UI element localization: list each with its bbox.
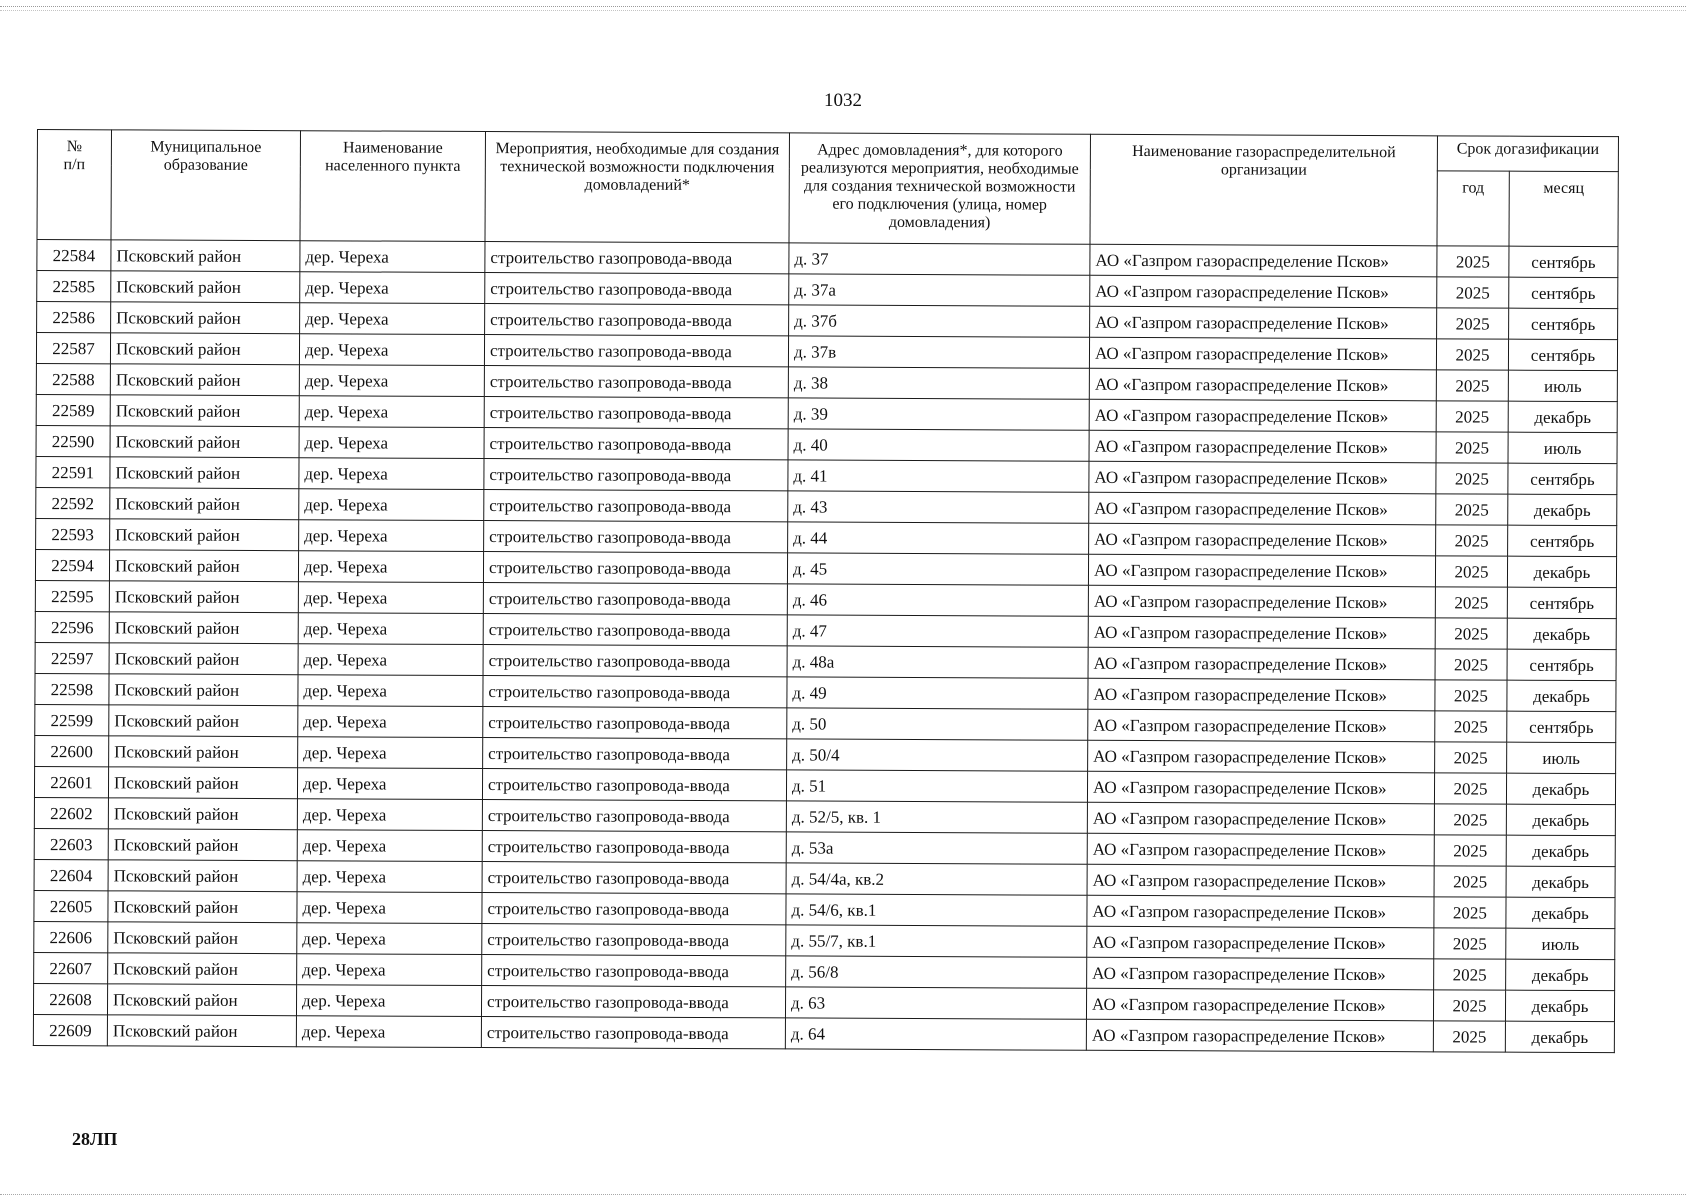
cell-settlement: дер. Череха (300, 303, 485, 335)
table-row (33, 1014, 1614, 1052)
cell-measure: строительство газопровода-ввода (482, 862, 786, 894)
cell-measure: строительство газопровода-ввода (483, 645, 787, 677)
cell-measure: строительство газопровода-ввода (485, 304, 789, 336)
cell-organization: АО «Газпром газораспределение Псков» (1088, 740, 1435, 773)
cell-municipality: Псковский район (110, 488, 299, 520)
cell-address: д. 40 (788, 429, 1089, 461)
cell-num: 22608 (33, 983, 107, 1014)
cell-municipality: Псковский район (110, 426, 299, 458)
cell-measure: строительство газопровода-ввода (483, 707, 787, 739)
cell-num: 22607 (34, 952, 108, 983)
table-body (33, 240, 1618, 1053)
cell-address: д. 44 (788, 522, 1089, 554)
cell-settlement: дер. Череха (297, 799, 482, 831)
cell-municipality: Псковский район (108, 767, 297, 799)
cell-year: 2025 (1435, 649, 1507, 680)
cell-measure: строительство газопровода-ввода (484, 459, 788, 491)
cell-month: сентябрь (1508, 525, 1617, 556)
cell-num: 22605 (34, 890, 108, 921)
cell-municipality: Псковский район (108, 860, 297, 892)
cell-municipality: Псковский район (110, 364, 299, 396)
cell-month: сентябрь (1507, 711, 1616, 742)
cell-year: 2025 (1434, 928, 1506, 959)
cell-address: д. 45 (787, 553, 1088, 585)
cell-year: 2025 (1435, 556, 1507, 587)
cell-year: 2025 (1435, 711, 1507, 742)
cell-organization: АО «Газпром газораспределение Псков» (1088, 647, 1435, 680)
cell-num: 22609 (33, 1014, 107, 1045)
cell-address: д. 48а (787, 646, 1088, 678)
cell-measure: строительство газопровода-ввода (484, 428, 788, 460)
header-month: месяц (1509, 171, 1618, 246)
cell-address: д. 54/4а, кв.2 (786, 863, 1087, 895)
cell-settlement: дер. Череха (297, 830, 482, 862)
cell-year: 2025 (1433, 990, 1505, 1021)
cell-year: 2025 (1435, 618, 1507, 649)
cell-municipality: Псковский район (110, 333, 299, 365)
cell-year: 2025 (1436, 339, 1508, 370)
cell-settlement: дер. Череха (298, 737, 483, 769)
cell-measure: строительство газопровода-ввода (485, 273, 789, 305)
cell-year: 2025 (1435, 587, 1507, 618)
cell-month: декабрь (1508, 494, 1617, 525)
cell-month: сентябрь (1507, 587, 1616, 618)
cell-num: 22586 (37, 302, 111, 333)
cell-settlement: дер. Череха (299, 458, 484, 490)
cell-settlement: дер. Череха (299, 489, 484, 521)
cell-address: д. 52/5, кв. 1 (786, 801, 1087, 833)
cell-address: д. 55/7, кв.1 (786, 925, 1087, 957)
cell-organization: АО «Газпром газораспределение Псков» (1090, 275, 1437, 308)
cell-address: д. 41 (788, 460, 1089, 492)
cell-settlement: дер. Череха (298, 582, 483, 614)
cell-month: июль (1506, 928, 1615, 959)
cell-settlement: дер. Череха (299, 365, 484, 397)
cell-municipality: Псковский район (108, 891, 297, 923)
cell-municipality: Псковский район (109, 705, 298, 737)
cell-num: 22587 (36, 333, 110, 364)
cell-organization: АО «Газпром газораспределение Псков» (1087, 926, 1434, 959)
cell-num: 22594 (35, 549, 109, 580)
cell-address: д. 46 (787, 584, 1088, 616)
cell-measure: строительство газопровода-ввода (483, 676, 787, 708)
cell-num: 22588 (36, 363, 110, 394)
cell-month: декабрь (1506, 866, 1615, 897)
cell-month: декабрь (1506, 773, 1615, 804)
cell-year: 2025 (1437, 246, 1509, 277)
cell-measure: строительство газопровода-ввода (482, 831, 786, 863)
cell-num: 22590 (36, 425, 110, 456)
scan-edge-bottom (0, 1194, 1686, 1195)
header-measures: Мероприятия, необходимые для создания технической возможности подключения домовладений* (485, 132, 789, 243)
cell-year: 2025 (1436, 401, 1508, 432)
cell-municipality: Псковский район (109, 581, 298, 613)
cell-month: июль (1507, 742, 1616, 773)
cell-month: сентябрь (1509, 277, 1618, 308)
cell-settlement: дер. Череха (296, 1016, 481, 1048)
cell-month: июль (1508, 370, 1617, 401)
cell-municipality: Псковский район (111, 240, 300, 272)
cell-settlement: дер. Череха (300, 272, 485, 304)
cell-num: 22603 (34, 828, 108, 859)
cell-settlement: дер. Череха (297, 923, 482, 955)
cell-year: 2025 (1436, 463, 1508, 494)
cell-municipality: Псковский район (111, 271, 300, 303)
cell-year: 2025 (1435, 742, 1507, 773)
cell-measure: строительство газопровода-ввода (484, 521, 788, 553)
cell-organization: АО «Газпром газораспределение Псков» (1088, 709, 1435, 742)
cell-year: 2025 (1436, 432, 1508, 463)
cell-year: 2025 (1433, 1021, 1505, 1052)
cell-municipality: Псковский район (107, 984, 296, 1016)
cell-address: д. 37б (789, 305, 1090, 337)
cell-organization: АО «Газпром газораспределение Псков» (1089, 399, 1436, 432)
cell-num: 22601 (34, 766, 108, 797)
header-num: № п/п (37, 130, 111, 240)
cell-organization: АО «Газпром газораспределение Псков» (1089, 368, 1436, 401)
cell-address: д. 37 (789, 243, 1090, 275)
cell-num: 22584 (37, 240, 111, 271)
cell-organization: АО «Газпром газораспределение Псков» (1086, 988, 1433, 1021)
cell-measure: строительство газопровода-ввода (485, 242, 789, 274)
cell-measure: строительство газопровода-ввода (482, 955, 786, 987)
cell-month: декабрь (1507, 556, 1616, 587)
cell-num: 22599 (35, 704, 109, 735)
cell-month: декабрь (1505, 1021, 1614, 1052)
cell-settlement: дер. Череха (300, 241, 485, 273)
header-term: Срок догазификации (1437, 136, 1618, 172)
cell-num: 22597 (35, 642, 109, 673)
scan-edge-top (0, 6, 1686, 11)
cell-num: 22592 (36, 487, 110, 518)
cell-year: 2025 (1434, 959, 1506, 990)
cell-num: 22598 (35, 673, 109, 704)
cell-month: сентябрь (1508, 339, 1617, 370)
cell-address: д. 64 (785, 1018, 1086, 1050)
cell-municipality: Псковский район (108, 829, 297, 861)
cell-organization: АО «Газпром газораспределение Псков» (1089, 492, 1436, 525)
cell-year: 2025 (1434, 897, 1506, 928)
cell-organization: АО «Газпром газораспределение Псков» (1087, 957, 1434, 990)
cell-settlement: дер. Череха (297, 768, 482, 800)
cell-year: 2025 (1434, 866, 1506, 897)
cell-organization: АО «Газпром газораспределение Псков» (1087, 864, 1434, 897)
header-year: год (1437, 171, 1509, 246)
cell-organization: АО «Газпром газораспределение Псков» (1087, 771, 1434, 804)
cell-organization: АО «Газпром газораспределение Псков» (1088, 554, 1435, 587)
cell-measure: строительство газопровода-ввода (484, 366, 788, 398)
cell-organization: АО «Газпром газораспределение Псков» (1087, 833, 1434, 866)
cell-settlement: дер. Череха (296, 985, 481, 1017)
cell-municipality: Псковский район (110, 457, 299, 489)
cell-organization: АО «Газпром газораспределение Псков» (1087, 802, 1434, 835)
cell-month: июль (1508, 432, 1617, 463)
cell-measure: строительство газопровода-ввода (484, 397, 788, 429)
cell-year: 2025 (1437, 308, 1509, 339)
cell-settlement: дер. Череха (299, 427, 484, 459)
cell-year: 2025 (1436, 525, 1508, 556)
cell-municipality: Псковский район (108, 953, 297, 985)
cell-municipality: Псковский район (110, 519, 299, 551)
cell-month: декабрь (1506, 959, 1615, 990)
cell-measure: строительство газопровода-ввода (482, 800, 786, 832)
cell-address: д. 63 (785, 987, 1086, 1019)
cell-municipality: Псковский район (109, 674, 298, 706)
cell-organization: АО «Газпром газораспределение Псков» (1089, 461, 1436, 494)
cell-address: д. 56/8 (786, 956, 1087, 988)
cell-measure: строительство газопровода-ввода (483, 552, 787, 584)
page-number: 1032 (824, 90, 862, 111)
cell-month: декабрь (1506, 804, 1615, 835)
cell-month: сентябрь (1509, 246, 1618, 277)
cell-measure: строительство газопровода-ввода (484, 490, 788, 522)
cell-month: декабрь (1506, 897, 1615, 928)
cell-settlement: дер. Череха (297, 892, 482, 924)
cell-month: сентябрь (1509, 308, 1618, 339)
cell-num: 22585 (37, 271, 111, 302)
cell-municipality: Псковский район (110, 395, 299, 427)
cell-organization: АО «Газпром газораспределение Псков» (1086, 1019, 1433, 1052)
cell-measure: строительство газопровода-ввода (483, 583, 787, 615)
cell-year: 2025 (1437, 277, 1509, 308)
cell-month: сентябрь (1507, 649, 1616, 680)
cell-municipality: Псковский район (109, 736, 298, 768)
cell-year: 2025 (1436, 494, 1508, 525)
cell-num: 22602 (34, 797, 108, 828)
cell-month: декабрь (1507, 618, 1616, 649)
cell-settlement: дер. Череха (299, 520, 484, 552)
cell-settlement: дер. Череха (298, 551, 483, 583)
header-municipality: Муниципальное образование (111, 130, 300, 241)
document-code: 28ЛП (72, 1129, 118, 1149)
cell-municipality: Псковский район (108, 922, 297, 954)
cell-num: 22595 (35, 580, 109, 611)
cell-address: д. 53а (786, 832, 1087, 864)
cell-num: 22606 (34, 921, 108, 952)
cell-address: д. 50/4 (787, 739, 1088, 771)
cell-settlement: дер. Череха (298, 675, 483, 707)
header-settlement: Наименование населенного пункта (300, 131, 485, 242)
cell-num: 22591 (36, 456, 110, 487)
cell-municipality: Псковский район (109, 612, 298, 644)
cell-organization: АО «Газпром газораспределение Псков» (1089, 430, 1436, 463)
cell-municipality: Псковский район (109, 550, 298, 582)
cell-num: 22604 (34, 859, 108, 890)
cell-settlement: дер. Череха (298, 613, 483, 645)
cell-month: декабрь (1508, 401, 1617, 432)
cell-municipality: Псковский район (109, 643, 298, 675)
cell-year: 2025 (1436, 370, 1508, 401)
cell-settlement: дер. Череха (298, 706, 483, 738)
cell-measure: строительство газопровода-ввода (482, 769, 786, 801)
cell-measure: строительство газопровода-ввода (482, 924, 786, 956)
cell-settlement: дер. Череха (298, 644, 483, 676)
cell-num: 22596 (35, 611, 109, 642)
cell-num: 22600 (35, 735, 109, 766)
cell-address: д. 37а (789, 274, 1090, 306)
cell-num: 22589 (36, 394, 110, 425)
cell-organization: АО «Газпром газораспределение Псков» (1088, 678, 1435, 711)
cell-address: д. 49 (787, 677, 1088, 709)
cell-address: д. 54/6, кв.1 (786, 894, 1087, 926)
cell-year: 2025 (1434, 804, 1506, 835)
cell-organization: АО «Газпром газораспределение Псков» (1088, 616, 1435, 649)
cell-settlement: дер. Череха (297, 954, 482, 986)
cell-address: д. 37в (788, 336, 1089, 368)
cell-organization: АО «Газпром газораспределение Псков» (1090, 244, 1437, 277)
cell-measure: строительство газопровода-ввода (484, 335, 788, 367)
cell-year: 2025 (1434, 835, 1506, 866)
cell-settlement: дер. Череха (299, 334, 484, 366)
cell-organization: АО «Газпром газораспределение Псков» (1090, 306, 1437, 339)
cell-organization: АО «Газпром газораспределение Псков» (1089, 337, 1436, 370)
cell-month: декабрь (1505, 990, 1614, 1021)
cell-month: декабрь (1507, 680, 1616, 711)
cell-organization: АО «Газпром газораспределение Псков» (1088, 585, 1435, 618)
cell-address: д. 50 (787, 708, 1088, 740)
cell-settlement: дер. Череха (299, 396, 484, 428)
cell-measure: строительство газопровода-ввода (481, 1017, 785, 1049)
cell-address: д. 47 (787, 615, 1088, 647)
gasification-table (33, 129, 1619, 1053)
cell-municipality: Псковский район (107, 1015, 296, 1047)
cell-address: д. 51 (786, 770, 1087, 802)
header-address: Адрес домовладения*, для которого реализуются мероприятия, необходимые для создания технической возможности его подключения (улица, номер домовладения) (789, 133, 1090, 244)
cell-month: декабрь (1506, 835, 1615, 866)
cell-measure: строительство газопровода-ввода (483, 614, 787, 646)
cell-address: д. 39 (788, 398, 1089, 430)
cell-measure: строительство газопровода-ввода (481, 986, 785, 1018)
cell-organization: АО «Газпром газораспределение Псков» (1089, 523, 1436, 556)
cell-address: д. 43 (788, 491, 1089, 523)
header-organization: Наименование газораспределительной организации (1090, 134, 1437, 246)
cell-organization: АО «Газпром газораспределение Псков» (1087, 895, 1434, 928)
cell-year: 2025 (1434, 773, 1506, 804)
cell-year: 2025 (1435, 680, 1507, 711)
cell-measure: строительство газопровода-ввода (482, 893, 786, 925)
cell-settlement: дер. Череха (297, 861, 482, 893)
table-header-row (37, 130, 1618, 172)
cell-num: 22593 (36, 518, 110, 549)
cell-address: д. 38 (788, 367, 1089, 399)
cell-month: сентябрь (1508, 463, 1617, 494)
cell-municipality: Псковский район (108, 798, 297, 830)
cell-measure: строительство газопровода-ввода (483, 738, 787, 770)
cell-municipality: Псковский район (111, 302, 300, 334)
